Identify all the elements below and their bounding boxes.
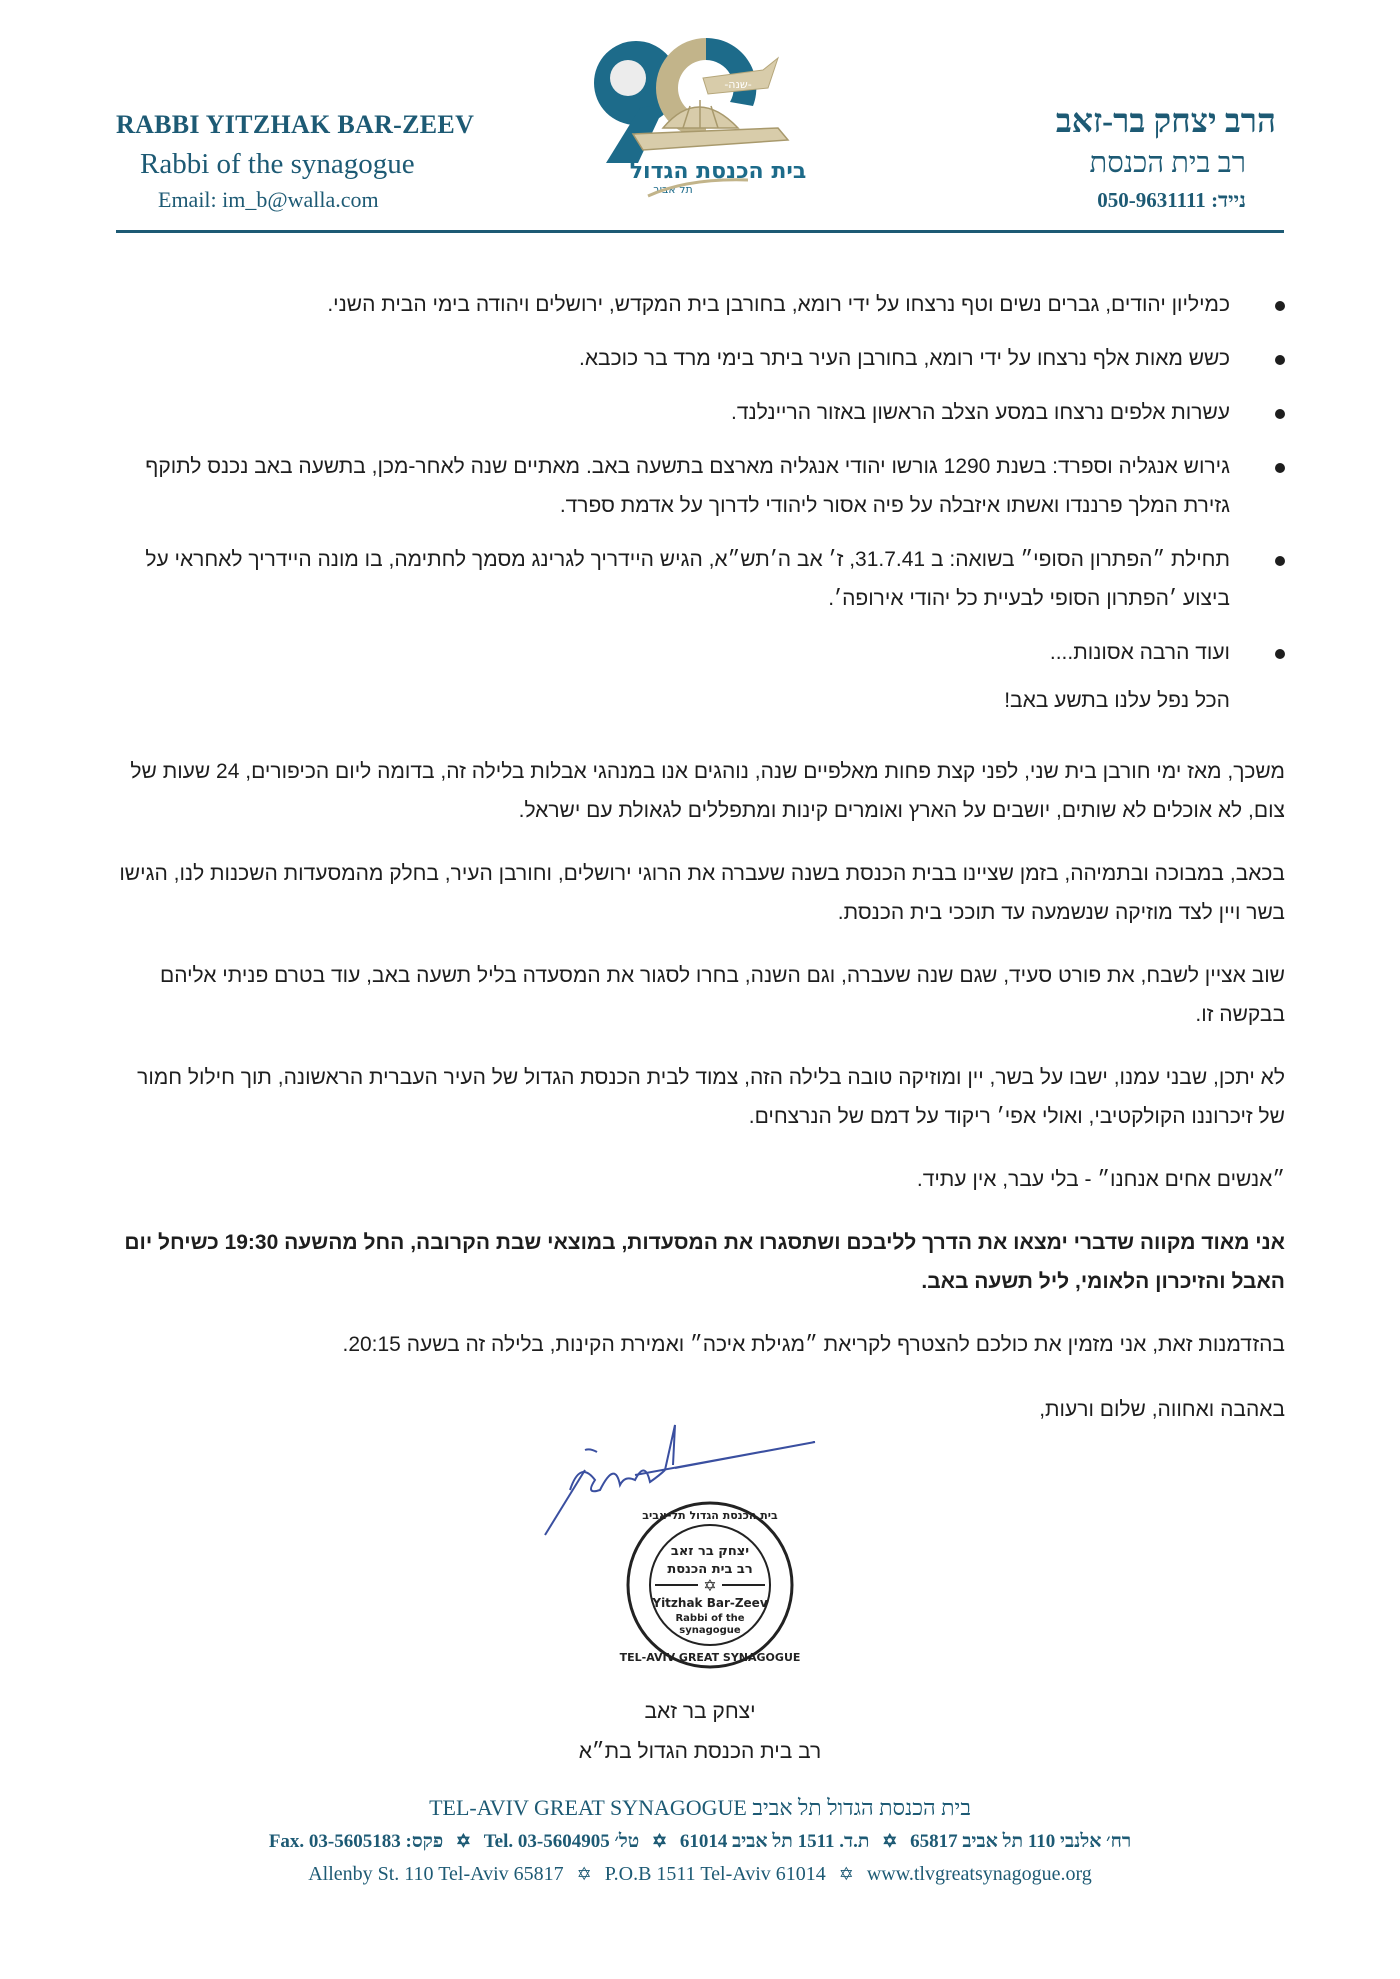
rabbi-role-english: Rabbi of the synagogue	[140, 148, 415, 180]
paragraph-desecration: לא יתכן, שבני עמנו, ישבו על בשר, יין ומוזיקה טובה בלילה הזה, צמוד לבית הכנסת הגדול של העיר העברית הראשונה, תוך חילול חמור של זיכרוננו הקולקטיבי, ואולי אפי׳ ריקוד על דמם של הנרצחים.	[137, 1066, 1285, 1128]
list-item-text: גירוש אנגליה וספרד: בשנת 1290 גורשו יהודי אנגליה מארצם בתשעה באב. מאתיים שנה לאחר-מכן, בתשעה באב נכנס לתוקף גזירת המלך פרננדו ואשתו איזבלה על פיה אסור ליהודי לדרוך על אדמת ספרד.	[145, 455, 1230, 517]
bullet-icon	[1275, 649, 1285, 659]
tagline: הכל נפל עלנו בתשע באב!	[1004, 689, 1230, 712]
signatory-block	[500, 1692, 900, 1772]
svg-text:TEL-AVIV GREAT SYNAGOGUE: TEL-AVIV GREAT SYNAGOGUE	[619, 1651, 801, 1664]
list-item-text: תחילת ״הפתרון הסופי״ בשואה: ב 31.7.41, ז׳ אב ה׳תש״א, הגיש היידריך לגרינג מסמך לחתימה, בו מונה היידריך לאחראי על ביצוע ׳הפתרון הסופי לבעיית כל יהודי אירופה׳.	[145, 548, 1230, 610]
svg-text:בית הכנסת הגדול: בית הכנסת הגדול	[629, 159, 807, 184]
svg-text:✡: ✡	[703, 1578, 717, 1595]
footer-website-link[interactable]: www.tlvgreatsynagogue.org	[866, 1863, 1092, 1885]
star-of-david-icon: ✡	[838, 1864, 854, 1884]
synagogue-90-years-logo	[578, 28, 828, 198]
list-item	[110, 285, 1285, 324]
star-of-david-icon: ✡	[651, 1831, 668, 1851]
footer-contact-hebrew	[180, 1831, 1220, 1853]
list-item-text: כמיליון יהודים, גברים נשים וטף נרצחו על ידי רומא, בחורבן בית המקדש, ירושלים ויהודה בימי הבית השני.	[327, 293, 1230, 316]
svg-text:רב בית הכנסת: רב בית הכנסת	[667, 1562, 753, 1577]
rabbi-phone: נייד: 050-9631111	[1097, 188, 1246, 212]
paragraph-port-said: שוב אציין לשבח, את פורט סעיד, שגם שנה שעברה, וגם השנה, בחרו לסגור את המסעדה בליל תשעה באב, עוד בטרם פניתי אליהם בבקשה זו.	[159, 964, 1285, 1026]
letter-footer	[180, 1795, 1220, 1886]
list-item	[110, 633, 1285, 672]
list-item	[110, 540, 1285, 618]
rabbi-role-hebrew: רב בית הכנסת	[1089, 147, 1246, 179]
footer-title-hebrew: בית הכנסת הגדול תל אביב	[752, 1795, 971, 1820]
rabbi-name-hebrew: הרב יצחק בר-זאב	[1055, 104, 1276, 140]
list-item-text: ועוד הרבה אסונות....	[1049, 641, 1230, 664]
footer-address-hebrew: רח׳ אלנבי 110 תל אביב 65817	[910, 1831, 1132, 1852]
hebrew-letterhead	[876, 104, 1276, 213]
synagogue-stamp	[620, 1503, 801, 1667]
bullet-icon	[1275, 463, 1285, 473]
bullet-icon	[1275, 409, 1285, 419]
footer-address-english: Allenby St. 110 Tel-Aviv 65817	[308, 1863, 564, 1885]
signatory-title: רב בית הכנסת הגדול בת״א	[578, 1740, 822, 1763]
star-of-david-icon: ✡	[576, 1864, 592, 1884]
bullet-icon	[1275, 355, 1285, 365]
list-item	[110, 339, 1285, 378]
list-item-text: כשש מאות אלף נרצחו על ידי רומא, בחורבן העיר ביתר בימי מרד בר כוכבא.	[579, 347, 1230, 370]
list-item	[110, 447, 1285, 525]
footer-contact-english	[180, 1863, 1220, 1886]
footer-fax: פקס: Fax. 03-5605183	[268, 1831, 444, 1852]
signature-and-stamp	[525, 1420, 845, 1680]
invitation-paragraph: בהזדמנות זאת, אני מזמין את כולכם להצטרף לקריאת ״מגילת איכה״ ואמירת הקינות, בלילה זה בשעה 20:15.	[342, 1333, 1285, 1356]
svg-text:תל אביב: תל אביב	[653, 183, 693, 196]
bullet-icon	[1275, 556, 1285, 566]
footer-tel: טל׳ Tel. 03-5604905	[483, 1831, 640, 1852]
list-item-text: עשרות אלפים נרצחו במסע הצלב הראשון באזור הריינלנד.	[731, 401, 1230, 424]
tragedies-list	[110, 285, 1285, 672]
rabbi-name-english: RABBI YITZHAK BAR-ZEEV	[116, 110, 475, 139]
svg-text:יצחק בר זאב: יצחק בר זאב	[670, 1544, 750, 1559]
paragraph-last-year: בכאב, במבוכה ובתמיהה, בזמן שציינו בבית הכנסת בשנה שעברה את הרוגי ירושלים, וחורבן העיר, בחלק מהמסעדות השכנות לנו, הגישו בשר ויין לצד מוזיקה שנשמעה עד תוככי בית הכנסת.	[119, 862, 1285, 924]
svg-text:Yitzhak Bar-Zeev: Yitzhak Bar-Zeev	[652, 1596, 768, 1610]
footer-pob-english: P.O.B 1511 Tel-Aviv 61014	[604, 1863, 826, 1885]
star-of-david-icon: ✡	[455, 1831, 471, 1851]
paragraph-mourning-customs: משכך, מאז ימי חורבן בית שני, לפני קצת פחות מאלפיים שנה, נוהגים אנו במנהגי אבלות בלילה זה, בדומה ליום הכיפורים, 24 שעות של צום, לא אוכלים לא שותים, יושבים על הארץ ואומרים קינות ומתפללים לגאולת עם ישראל.	[130, 760, 1285, 822]
svg-text:synagogue: synagogue	[679, 1625, 741, 1636]
letter-body	[110, 285, 1285, 1453]
svg-text:Rabbi of the: Rabbi of the	[675, 1613, 745, 1624]
footer-title-english: TEL-AVIV GREAT SYNAGOGUE	[429, 1795, 747, 1820]
rabbi-email: Email: im_b@walla.com	[158, 187, 379, 212]
svg-text:-שנה-: -שנה-	[724, 78, 752, 91]
header-divider	[116, 230, 1284, 233]
paragraph-quote: ״אנשים אחים אנחנו״ - בלי עבר, אין עתיד.	[916, 1168, 1285, 1191]
signatory-name: יצחק בר זאב	[644, 1700, 756, 1723]
svg-text:בית הכנסת הגדול תל-אביב: בית הכנסת הגדול תל-אביב	[642, 1509, 778, 1522]
english-letterhead	[116, 110, 516, 213]
footer-title	[180, 1795, 1220, 1821]
footer-pob-hebrew: ת.ד. 1511 תל אביב 61014	[679, 1831, 870, 1852]
closing-line: באהבה ואחווה, שלום ורעות,	[1039, 1398, 1285, 1421]
list-item	[110, 393, 1285, 432]
appeal-paragraph: אני מאוד מקווה שדברי ימצאו את הדרך לליבכם ושתסגרו את המסעדות, במוצאי שבת הקרובה, החל מהשעה 19:30 כשיחל יום האבל והזיכרון הלאומי, ליל תשעה באב.	[124, 1231, 1285, 1293]
star-of-david-icon: ✡	[882, 1831, 898, 1851]
bullet-icon	[1275, 301, 1285, 311]
